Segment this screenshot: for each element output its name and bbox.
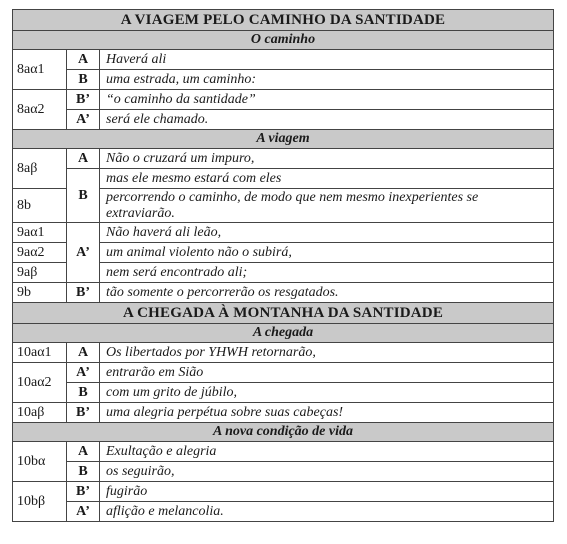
verse-text: com um grito de júbilo, bbox=[100, 383, 554, 403]
verse-text: Os libertados por YHWH retornarão, bbox=[100, 343, 554, 363]
structure-letter: B bbox=[67, 383, 100, 403]
verse-text: “o caminho da santidade” bbox=[100, 90, 554, 110]
structure-letter: A’ bbox=[67, 223, 100, 283]
verse-ref: 10aβ bbox=[13, 403, 67, 423]
verse-text: será ele chamado. bbox=[100, 110, 554, 130]
structure-letter: A bbox=[67, 149, 100, 169]
verse-text: os seguirão, bbox=[100, 462, 554, 482]
verse-ref: 10aα1 bbox=[13, 343, 67, 363]
verse-text: tão somente o percorrerão os resgatados. bbox=[100, 283, 554, 303]
verse-ref: 8aα1 bbox=[13, 50, 67, 90]
verse-text: entrarão em Sião bbox=[100, 363, 554, 383]
structure-letter: B bbox=[67, 169, 100, 223]
section-title: A CHEGADA À MONTANHA DA SANTIDADE bbox=[13, 303, 554, 324]
verse-ref: 10aα2 bbox=[13, 363, 67, 403]
section-title: A VIAGEM PELO CAMINHO DA SANTIDADE bbox=[13, 10, 554, 31]
verse-text: Haverá ali bbox=[100, 50, 554, 70]
verse-text: uma estrada, um caminho: bbox=[100, 70, 554, 90]
structure-letter: B’ bbox=[67, 482, 100, 502]
verse-text: um animal violento não o subirá, bbox=[100, 243, 554, 263]
verse-text: uma alegria perpétua sobre suas cabeças! bbox=[100, 403, 554, 423]
structure-letter: B’ bbox=[67, 90, 100, 110]
subsection-title: O caminho bbox=[13, 31, 554, 50]
structure-letter: A bbox=[67, 343, 100, 363]
structure-letter: A bbox=[67, 50, 100, 70]
verse-ref: 8b bbox=[13, 189, 67, 223]
structure-letter: A’ bbox=[67, 502, 100, 522]
verse-text: mas ele mesmo estará com eles bbox=[100, 169, 554, 189]
verse-ref: 8aβ bbox=[13, 149, 67, 189]
structure-letter: A bbox=[67, 442, 100, 462]
structure-letter: A’ bbox=[67, 110, 100, 130]
structure-letter: B bbox=[67, 462, 100, 482]
subsection-title: A nova condição de vida bbox=[13, 423, 554, 442]
structure-letter: B’ bbox=[67, 283, 100, 303]
verse-text: percorrendo o caminho, de modo que nem mesmo inexperientes se extraviarão. bbox=[100, 189, 554, 223]
verse-text: Não o cruzará um impuro, bbox=[100, 149, 554, 169]
structure-letter: B bbox=[67, 70, 100, 90]
verse-text: nem será encontrado ali; bbox=[100, 263, 554, 283]
subsection-title: A chegada bbox=[13, 324, 554, 343]
verse-ref: 10bα bbox=[13, 442, 67, 482]
verse-ref: 9aβ bbox=[13, 263, 67, 283]
verse-ref: 9aα1 bbox=[13, 223, 67, 243]
verse-text: aflição e melancolia. bbox=[100, 502, 554, 522]
verse-text: fugirão bbox=[100, 482, 554, 502]
structure-table bbox=[12, 9, 554, 522]
verse-ref: 8aα2 bbox=[13, 90, 67, 130]
verse-text: Exultação e alegria bbox=[100, 442, 554, 462]
structure-letter: A’ bbox=[67, 363, 100, 383]
subsection-title: A viagem bbox=[13, 130, 554, 149]
verse-text: Não haverá ali leão, bbox=[100, 223, 554, 243]
verse-ref: 10bβ bbox=[13, 482, 67, 522]
verse-ref: 9aα2 bbox=[13, 243, 67, 263]
structure-letter: B’ bbox=[67, 403, 100, 423]
verse-ref: 9b bbox=[13, 283, 67, 303]
